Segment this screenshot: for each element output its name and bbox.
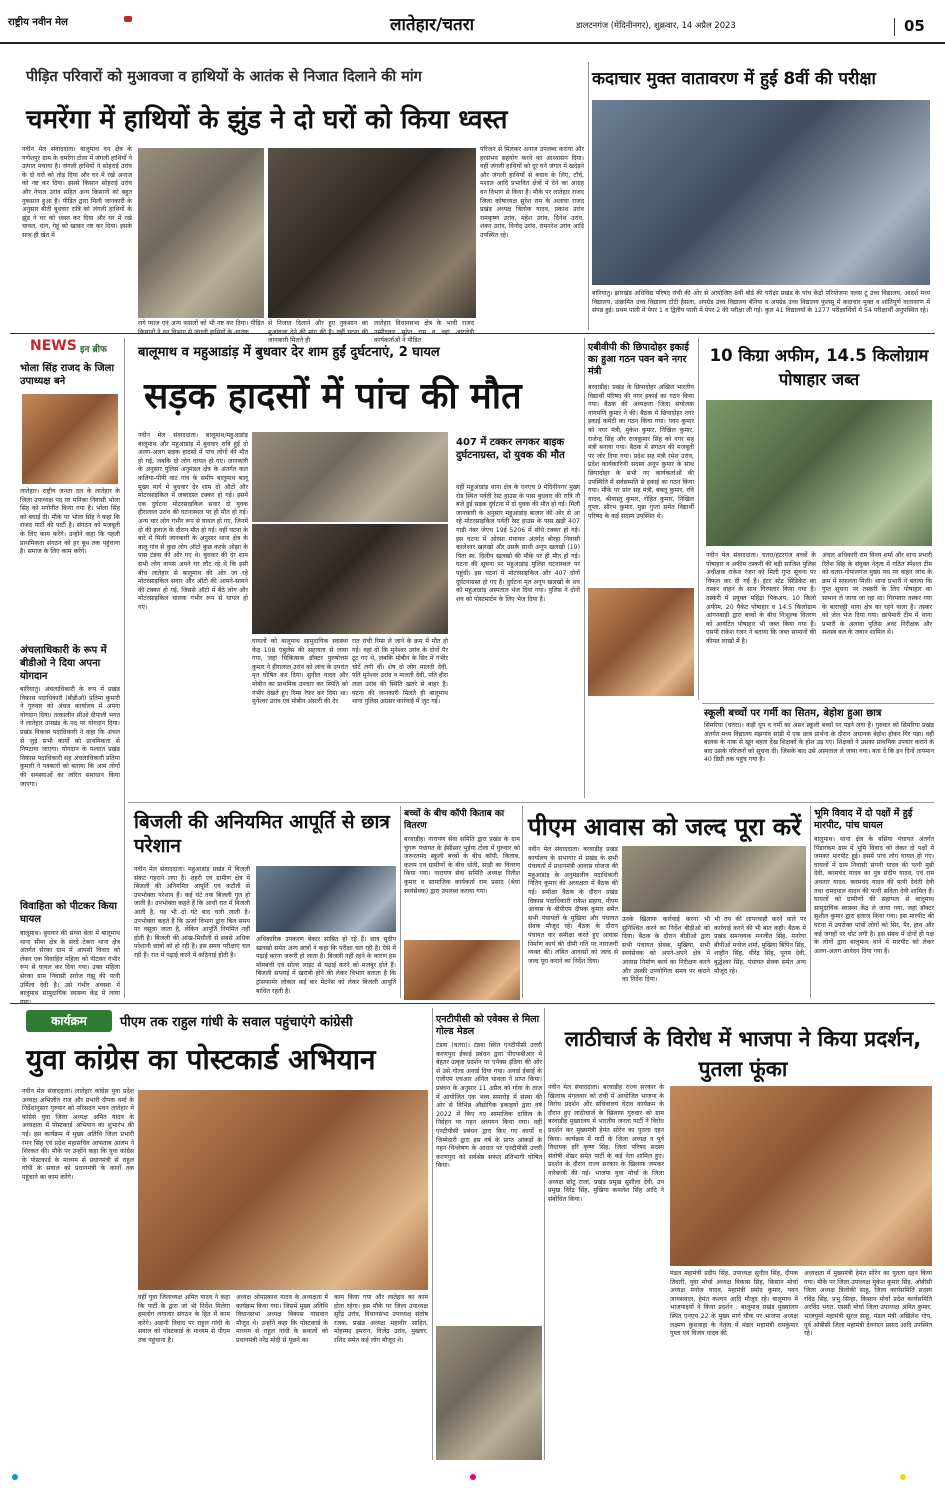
story-body: टंडवा (चतरा)। टंडवा स्थित एनटीपीसी उत्तरी करणपुरा ईकाई प्रबंधन द्वारा पीएफबीआर में बेहतर उत्कृष्ट प्रदर्शन पर एपेक्स इंडिया की ओर से उसे गोल्ड अवार्ड दिया गया। अवार्ड ईकाई के एजीएम एचआर अनिल चावला ने प्राप्त किया। प्रबंधन के अनुसार 11 अप्रैल को गोवा के ताज में आयोजित एक भव्य समारोह में संस्था की ओर से विभिन्न औद्योगिक इकाइयों द्वारा वर्ष 2022 में किए गए सामाजिक दायित्व के निर्वहन पर गहन अध्ययन किया गया। वहीं एनटीपीसी प्रबंधन द्वारा किए गए कार्यों व जिम्मेदारी द्वारा इस वर्ष के प्राप्त आंकड़ों के गहन विश्लेषण के आधार पर एनटीपीसी उत्तरी करणपुरा को सर्वश्रेष्ठ सफल प्रतिभागी घोषित किया। <box>436 1042 542 1170</box>
dateline: डालटनगंज (मेदिनीनगर), शुक्रवार, 14 अप्रैल 2023 <box>576 20 736 30</box>
photo-meeting <box>622 846 806 912</box>
story-column: लातेहार विधानसभा क्षेत्र के भावी राजद कार्यकर्ताओं ने पीड़ित <box>374 320 474 345</box>
brief-headline: विवाहिता को पीटकर किया घायल <box>20 901 117 925</box>
section-title: लातेहार/चतरा <box>390 15 475 35</box>
story-headline: बिजली की अनियमित आपूर्ति से छात्र परेशान <box>134 811 390 857</box>
story-column: नवीन मेल संवाददाता। बालूमाथ/महुआडांड़ बालूमाथ और महुआडांड़ में बुधवार रात्रि हुई दो अलग-अलग सड़क हादसों में पांच लोगों की मौत हो गई, जबकि दो लोग घायल हो गए। जानकारी के अनुसार पुलिस अनुमंडल क्षेत्र के अंतर्गत कल कलिया-पीपी वाट गांव के समीप बालूमाथ बालू मुख्य मार्ग में बुधवार देर शाम दो ऑटो और मोटरसाइकिल में जबरदस्त टक्कर हो गई। इसमें एक दुर्घटना मोटरसाइकिल सवार दो युवक हीरालाल उरांव की घटनास्थल पर ही मौत हो गई। अन्य चार लोग गंभीर रूप से घायल हो गए, जिनमें दो की इलाज के दौरान मौत हो गई। वहीं घटना के बारे में मिली जानकारी के अनुसार थाना क्षेत्र के बालू गांव से कुछ लोग ऑटो कुछ करके ओझा के पास टंडवा की ओर गए थे। बुधवार की देर शाम सभी लोग वापस अपने घर लौट रहे थे कि इसी बीच लातेहार से बालूमाथ की ओर जा रहे मोटरसाइकिल सवार और ऑटो की आमने-सामने की टक्कर हो गई, जिससे ऑटो में बैठे लोग और मोटरसाइकिल चालक गंभीर रूप से घायल हो गए। <box>138 432 248 611</box>
story-headline: सड़क हादसों में पांच की मौत <box>144 376 522 417</box>
story-headline: बच्चों के बीच कॉपी किताब का वितरण <box>404 809 505 831</box>
story-ntpc <box>436 1008 542 1462</box>
story-body: बरवाडीह। प्रखंड के छिपादोहर अखिल भारतीय विद्यार्थी परिषद की नगर इकाई का गठन किया गया। बैठक की अध्यक्षता जिला संयोजक नागमणि कुमार ने की। बैठक में छिपादोहर नगर इकाई कमेटी का गठन किया गया। पवन कुमार को नगर मंत्री, मुकेश कुमार, निखिल कुमार, राजेन्द्र सिंह और राजकुमार सिंह को नगर सह मंत्री बनाया गया। बैठक में संगठन की मजबूती पर जोर दिया गया। प्रदेश सह मंत्री रमेश उरांव, प्रदेश कार्यकारिणी सदस्य अनूप कुमार के साथ छिपादोहर के सभी नए कार्यकर्ताओं की उपस्थिति में सर्वसम्मति से इकाई का गठन किया गया। मौके पर प्रांत सह मंत्री, बबलू कुमार, रवि यादव, श्रीवास्तु कुमार, रोहित कुमार, निखिल गुप्ता, सौरभ कुमार, मुन्ना गुप्ता समेत विद्यार्थी परिषद के कई सदस्य उपस्थित थे। <box>588 384 694 520</box>
story-body: सिमरिया (चतरा)। कड़ी धूप व गर्मी का असर स्कूली बच्चों पर पड़ने लगा है। गुरुवार को सिमरिया प्रखंड अंतर्गत मध्य विद्यालय मंझगांव सांडी में एक छात्र प्रार्थना के दौरान अचानक बेहोश होकर गिर पड़ा। वहीं बालक के नाक से खून बहता देख शिक्षकों के होश उड़ गए। शिक्षकों ने उसका प्राथमिक उपचार कराने के बाद उसके परिजनों को सूचना दी। जिसके बाद उसे अस्पताल ले जाया गया। बता दें कि इन दिनों तापमान 40 डिग्री तक पहुंच गया है। <box>704 722 934 764</box>
story-accident <box>128 338 580 800</box>
story-body: बरवाडीह। नारायण सेवा समिति द्वारा प्रखंड के ग्राम चुंगरू पंचायत के ईसीसार भुईया टोला में गुरुवार को जरूरतमंद स्कूली बच्चों के बीच कॉपी, किताब, कलम एवं ग्रामीणों के बीच धोती, साड़ी का वितरण किया गया। नारायण सेवा समिति अध्यक्ष नितीश कुमार व सामाजिक कार्यकर्ता राम प्रसाद (श्रेया स्वयंसेवक) द्वारा उपलब्ध कराया गया। <box>404 836 520 895</box>
story-headline: युवा कांग्रेस का पोस्टकार्ड अभियान <box>26 1043 376 1076</box>
story-column: अधिकारिक उपकरण बेकार साबित हो रहे हैं। छात्र सुदीप खलखो समेत अन्य छात्रों ने कहा कि परीक्षा चल रही है। ऐसे में पढ़ाई करना जरूरी हो जाता है। बिजली नहीं रहने के कारण हम मोमबत्ती एवं सोलर लाइट से पढ़ाई करने को मजबूर होते हैं। बिजली सप्लाई में खराबी होने की लेकर विभाग बताता है कि ट्रांसफार्मर लोकल कई बार मेंटनेंस को लेकर बिजली आपूर्ति बाधित रहती है। <box>256 936 396 995</box>
story-land <box>814 806 934 1000</box>
brief-body: लातेहार। राष्ट्रीय जनता दल के लातेहार के जिला उपाध्यक्ष पद पर मनिका निवासी भोला सिंह को मनोनीत किया गया है। भोला सिंह को बधाई दी। मौके पर भोला सिंह ने कहा कि राजद पार्टी की पार्टी है। संगठन को मजबूती के लिए काम करेंगे। उन्होंने कहा कि पहली प्राथमिकता संगठन को हर बूथ तक पहुंचाना है। समाज के लिए काम करेंगे। <box>20 488 120 556</box>
story-column: से निजात दिलाने और हुए नुकसान का जानकारी मिलते ही <box>268 320 368 345</box>
photo-youth-congress <box>138 1090 428 1290</box>
photo-seized-goods <box>706 400 932 546</box>
story-headline: 10 किग्रा अफीम, 14.5 किलोग्राम पोषाहार जब्त <box>709 346 929 389</box>
story-abvp <box>588 338 694 698</box>
side-headline: 407 में टक्कर लगकर बाइक दुर्घटनाग्रस्त, दो युवक की मौत <box>456 437 565 461</box>
news-brief <box>16 338 122 1000</box>
story-column: अध्यक्षता में मुख्यमंत्री हेमंत सोरेन का पुतला दहन किया गया। मौके पर जिला उपाध्यक्ष मुकेश कुमार सिंह, ओबीसी जिला अध्यक्ष त्रिलोकी साहू, जिला कार्यसमिति सदस्य रविंद्र सिंह, प्रभु सिन्हा, किसान मोर्चा प्रदेश कार्यसमिति अरविंद भगत, एससी मोर्चा जिला उपाध्यक्ष अमित कुमार, भाजयुमो महामंत्री सूरज साहू, मंडल मंत्री अखिलेश गोप, पूर्व ओबीसी जिला महामंत्री देवनंदन प्रसाद आदि उपस्थित रहे। <box>804 1270 932 1338</box>
brief-body: बालूमाथ। बुधवार की संध्या बेला में बालूमाथ थाना सीमा क्षेत्र के सरदे टेकरा थाना क्षेत्र अंतर्गत सेरका ग्राम में आपसी विवाद को लेकर एक विवाहित महिला को पीटकर गंभीर रूप से घायल कर दिया गया। उक्त महिला सेरका ग्राम निवासी सरोज गंझू की पत्नी उर्मिला देवी है। उसे गंभीर अवस्था में बालूमाथ सामुदायिक स्वास्थ्य केंद्र में लाया <box>20 930 120 998</box>
story-column: नवीन मेल संवाददाता। लातेहार कांग्रेस युवा प्रदेश अध्यक्ष अभिजीत राज और प्रभारी दीपक वर्मा के निर्देशानुसार गुरुवार को परिसदन भवन लातेहार में कांग्रेस युवा जिला अध्यक्ष अमित यादव के अध्यक्षता में पोस्टकार्ड अभियान का शुभारंभ की गई। इस कार्यक्रम में मुख्य अतिथि जिला प्रभारी रमन सिंह एवं प्रदेश महासचिव आफताब आलम ने शिरकत की। मौके पर उन्होंने कहा कि युवा कांग्रेस के पोस्टकार्ड के माध्यम से प्रधानमंत्री से राहुल गांधी के सवाल को प्रधानमंत्री के कानों तक पहुंचाने का काम करेंगे। <box>22 1088 134 1181</box>
story-kicker: बालूमाथ व महुआडांड़ में बुधवार देर शाम हुईं दुर्घटनाएं, 2 घायल <box>138 345 440 360</box>
photo-villager <box>138 148 264 318</box>
story-congress <box>16 1008 430 1462</box>
registration-bar <box>0 1472 945 1482</box>
story-column: नवीन मेल संवाददाता। महुआडांड़ प्रखंड में बिजली संकट गहराने लगा है। शहरी एवं ग्रामीण क्षेत्र में बिजली की अनियमित आपूर्ति एवं कटौती से उपभोक्ता परेशान हैं। कई घंटे तक बिजली गुल हो जाती है। उपभोक्ता कहते हैं कि आधी रात में बिजली आती है, यह भी दो घंटे बाद चली जाती है। उपभोक्ता कहते हैं कि ऊर्जा विभाग द्वारा बिल समय पर वसूला जाता है, लेकिन आपूर्ति नियमित नहीं होती है। बिजली की आंख-मिचौली से सबसे अधिक परेशानी छात्रों को हो रही है। इस समय परीक्षाएं चल रही हैं। रात में पढ़ाई करने में कठिनाई होती है। <box>134 866 250 959</box>
story-headline: पीएम आवास को जल्द पूरा करें <box>528 813 802 841</box>
story-headline: लाठीचार्ज के विरोध में भाजपा ने किया प्रदर्शन, पुतला फूंका <box>564 1027 922 1081</box>
story-column: वहीं महुआडांड़ थाना क्षेत्र के एनएच 9 मेदिनीनगर मुख्य रोड स्थित पर्वती रेस्ट हाउस के पास बुधवार की रात्रि नौ बजे हुई सड़क दुर्घटना में दो युवक की मौत हो गई। मिली जानकारी के अनुसार महुआडांड़ बाजार की ओर से आ रहे मोटरसाइकिल पर्वती रेस्ट हाउस के पास खड़ी 407 गाड़ी नंबर जेएच 19ई 5206 में सीधे टक्कर हो गई। इस घटना में ओरसा पंचायत अंतर्गत बोरहा निवासी कालेश्वर खलखो और उसके साथी अनूप खलखो (19) पिता स्व. दिलीप खलखो की मौके पर ही मौत हो गई। घटना की सूचना पर महुआडांड़ पुलिस घटनास्थल पर पहुंची। इस घटना में मोटरसाइकिल और 407 दोनों दुर्घटनाग्रस्त हो गए हैं। दुर्घटना मृत अनूप खलखो के शव को महुआडांड़ अस्पताल भेज दिया गया। पुलिस ने दोनों शव को पोस्टमार्टम के लिए भेज दिया है। <box>456 484 580 603</box>
photo-bjp-protest <box>670 1086 932 1266</box>
story-exam <box>592 60 932 330</box>
photo-damaged-house <box>268 148 476 318</box>
story-column: भी तय की लापरवाही करने वाले पर कार्रवाई करने की भी बात कही। बैठक में प्रखंड समन्वयक मनजीत सिंह, मनरेगा बीपीओ मनोज शर्मा, मुखिया बिपिन सिंह, शाहीन सिंह, वीरेंद्र सिंह, पूनम देवी, बुद्धेश्वर सिंह, पंचायत सेवक समेत अन्य मौजूद रहे। <box>714 916 806 975</box>
photo-bhola-singh <box>22 394 118 484</box>
story-pm-awas <box>526 806 808 1000</box>
page-number: 05 <box>904 17 925 35</box>
story-column: नवीन मेल संवाददाता। चतरा/हंटरगंज बच्चों के पोषाहार व अफीम तस्करी की बड़ी साजिश पुलिस अधीक्षक राकेश रंजन को मिली गुप्त सूचना पर विफल कर दी गई है। इंटर स्टेट सिंडिकेट का तस्कर वाहन के साथ गिरफ्तार किया गया है। तस्करी में प्रयुक्त महिंद्रा पिकअप, 10 किलो अफीम, 20 पैकेट पोषाहार व 14.5 किलोग्राम आंगनबाड़ी द्वारा बच्चों के बीच निःशुल्क वितरण को आवंटित पोषाहार भी जब्त किया गया है। एसपी राकेश रंजन ने बताया कि जब्त सामानों की कीमत लाखों में है। <box>706 552 816 645</box>
photo-exam-hall <box>592 100 930 285</box>
story-headline: एबीवीपी की छिपादोहर इकाई का हुआ गठन पवन बने नगर मंत्री <box>588 342 689 377</box>
story-column: घायलों को बालूमाथ सामुदायिक स्वास्थ्य केंद्र 108 एंबुलेंस की सहायता से लाया गया, जहां चिकित्सक डॉक्टर पुरुषोत्तम कुमार ने हीरालाल उरांव को जांच के उपरांत मृत घोषित कर दिया। सुनील यादव और मोबीन का प्राथमिक उपचार कर स्थिति को गंभीर देखते हुए रिम्स रेफर कर दिया था। मुनेश्वर उरांव एवं मोबीन अंसारी की देर <box>252 638 348 706</box>
brief-headline: भोला सिंह राजद के जिला उपाध्यक्ष बने <box>20 363 115 387</box>
story-headline: स्कूली बच्चों पर गर्मी का सितम, बेहोश हुआ छात्र <box>704 708 882 719</box>
photo-power-station <box>256 866 396 932</box>
brief-body: बारियातु। अंचलाधिकारी के रूप में प्रखंड विकास पदाधिकारी (बीडीओ) प्रतिमा कुमारी ने गुरुवार को अंचल कार्यालय में अपना योगदान दिया। तत्कालीन सीओ दीपाली भगत ने लातेहार उपखंड के पद पर योगदान दिया। प्रखंड विकास पदाधिकारी ने कहा कि अंचल से जुड़े सभी कार्यों को प्राथमिकता से निपटाया जाएगा। योगदान के पश्चात प्रखंड विकास पदाधिकारी सह अंचलाधिकारी प्रतिमा कुमारी ने पत्रकारों को बताया कि आम लोगों की समस्याओं का त्वरित समाधान किया जाएगा। <box>20 686 120 788</box>
photo-book-distribution <box>404 940 520 1000</box>
story-electricity <box>128 806 398 1000</box>
story-column: अध्यक्ष ओमप्रकाश यादव के अध्यक्षता में कार्यक्रम किया गया। जिसमें मुख्य अतिथि विधानसभा अध्यक्ष विकास पासवान मौजूद थे। उन्होंने कहा कि पोस्टकार्ड के माध्यम से राहुल गांधी के सवालों को प्रधानमंत्री नरेंद्र मोदी से पूछने का <box>236 1294 328 1344</box>
photo-award <box>436 1326 542 1460</box>
story-kicker: पीड़ित परिवारों को मुआवजा व हाथियों के आतंक से निजात दिलाने की मांग <box>26 69 422 85</box>
story-body: बारियातु। झारखंड अधिविद्य परिषद रांची की ओर से आयोजित 8वीं बोर्ड की परीक्षा प्रखंड के पांच केंद्रों परियोजना फ्लस टू उच्च विद्यालय, आदर्श मध्य विद्यालय, उत्क्रमित उच्च विद्यालय टोंटी हैसला, अपग्रेड उच्च विद्यालय बेनिया व अपग्रेड उच्च विद्यालय फुलसू में कदाचार मुक्त व शांतिपूर्ण वातावरण में संपन्न हुई। प्रथम पाली में पेपर 1 व द्वितीय पाली में पेपर 2 की परीक्षा ली गई। कुल 41 विद्यालयों के 1277 परीक्षार्थियों में 54 परीक्षार्थी अनुपस्थित रहे। <box>592 290 930 315</box>
photo-abvp-members <box>588 588 694 696</box>
story-headline: चमरेंगा में हाथियों के झुंड ने दो घरों को किया ध्वस्त <box>26 105 508 135</box>
story-headline: एनटीपीसी को एवेक्स से मिला गोल्ड मेडल <box>436 1014 540 1037</box>
story-column: लगे प्याज एवं अन्य फसलों को भी नष्ट कर दिया। पीड़ित <box>138 320 264 327</box>
story-column: नवीन मेल संवाददाता। बालूमाथ वन क्षेत्र के गणेशपुर ग्राम के चमरेंगा टोला में जंगली हाथियों ने उत्पात मचाया है। जंगली हाथियों ने सोहराई उरांव के दो घरों को तोड़ दिया और घर में रखे अनाज को नष्ट कर दिया। इससे किसान सोहराई उरांव और नेपाल उरांव सहित अन्य किसानों को बहुत नुकसान हुआ है। पीड़ित द्वारा मिली जानकारी के अनुसार बीती बुधवार रात्रि को जंगली हाथियों के झुंड ने घर को ध्वस्त कर दिया और घर में रखे चावल, धान, गेहूं को खाकर नष्ट कर दिया। इसके साथ ही खेत में <box>22 146 132 239</box>
story-column: नवीन मेल संवाददाता। बरवाडीह प्रखंड कार्यालय के सभागार में प्रखंड के सभी पंचायतों में प्रधानमंत्री आवास योजना की महुआडांड़ के अनुमंडलीय पदाधिकारी नितिन कुमार की अध्यक्षता में बैठक की गई। समीक्षा बैठक के दौरान प्रखंड विकास पदाधिकारी राकेश सहाय, पीएम आवास के बीपीएम दीपक कुमार समेत सभी पंचायतों के मुखिया और पंचायत सेवक मौजूद रहे। बैठक के दौरान पंचायत वार समीक्षा करते हुए आवास निर्माण कार्य की धीमी गति पर नाराजगी व्यक्त की। लंबित आवासों को जल्द से जल्द पूरा कराने का निर्देश दिया। <box>528 846 618 965</box>
story-column: उनके खिलाफ कार्रवाई करना भी सुनिश्चित करने का निर्देश बीडीओ को दिया। बैठक के दौरान बीडीओ द्वारा सभी पंचायत सेवक, मुखिया, सभी स्वयंसेवक को अपने-अपने क्षेत्र में आवास निर्माण कार्य का निरीक्षण करने और उसकी उपयोगिता समय पर कराने का निर्देश दिया। <box>622 916 710 984</box>
masthead <box>0 0 945 50</box>
story-elephants <box>16 60 586 345</box>
story-headline: कदाचार मुक्त वातावरण में हुई 8वीं की परीक्षा <box>592 69 876 89</box>
story-column: अंचल अधिकारी राम विनय शर्मा और थाना प्रभारी रितेश सिंह के संयुक्त नेतृत्व में गठित स्पेशल टीम को चतरा-गोपालगंज मुख्य पथ पर वाहन जांच के क्रम में सफलता मिली। थाना प्रभारी ने बताया कि गुप्त सूचना पर तस्करी के लिए पोषाहार का सामान ले जाया जा रहा था। गिरफ्तार तस्कर गया के बाराचट्टी थाना क्षेत्र का रहने वाला है। तस्कर को जेल भेज दिया गया। छापेमारी टीम में थाना प्रभारी के अलावा पुलिस अवर निरीक्षक और सशस्त्र बल के जवान शामिल थे। <box>822 552 932 637</box>
logo: राष्ट्रीय नवीन मेल <box>8 17 68 28</box>
story-column: मंडल महामंत्री प्रदीप सिंह, उपाध्यक्ष सुनील सिंह, दीपक तिवारी, युवा मोर्चा अध्यक्ष विकास सिंह, किसान मोर्चा अध्यक्ष मनोज यादव, महामंत्री प्रमोद कुमार, पवन जायसवाल, हेमंत कश्यप आदि मौजूद रहे। बालूमाथ में भाजपाइयों ने किया प्रदर्शन : बालूमाथ प्रखंड मुख्यालय स्थित एनएच 22 के मुख्य मार्ग चौक पर भाजपा अध्यक्ष लक्ष्मण कुशवाहा के नेतृत्व में मंडल महामंत्री रामकुमार गुप्ता एवं विजय यादव की <box>670 1270 798 1338</box>
story-column: काम किया गया और लातेहार का काम होता रहेगा। इस मौके पर जिला उपाध्यक्ष सुरेंद्र उरांव, विधानसभा उपाध्यक्ष संतोष रजक, प्रखंड अध्यक्ष महावीर साहित, मोहम्मद इमरान, विजेंद्र उरांव, मुख्तार, रशिद समेत कई लोग मौजूद थे। <box>334 1294 428 1344</box>
story-headline: भूमि विवाद में दो पक्षों में हुई मारपीट, पांच घायल <box>814 808 913 831</box>
logo-mark-icon <box>124 16 132 22</box>
photo-accident-scene <box>252 524 448 634</box>
story-column: परिजन से मिलकर अनाज उपलब्ध कराया और हरसंभव सहयोग करने का आश्वासन दिया। वहीं जंगली हाथियों को दूर घने जंगल में खदेड़ने और जंगली हाथियों से बचाव के लिए, टॉर्च, मशाल आदि प्रभावित क्षेत्रों में देने का आग्रह वन विभाग से किया है। मौके पर लातेहार राजद जिला कोषाध्यक्ष सुरेश राम के अलावा राजद प्रखंड अध्यक्ष त्रिलोक यादव, प्रकाश उरांव रामकृष्ण उरांव, महेश उरांव, दिनेश उरांव, शंकर उरांव, विनोद उरांव, रामनरेश उरांव आदि उपस्थित रहे। <box>480 146 584 239</box>
story-opium <box>702 338 934 700</box>
story-heat <box>702 706 934 800</box>
photo-hospital <box>252 432 448 522</box>
news-brief-label: NEWS <box>30 338 77 354</box>
story-body: बालूमाथ। थाना क्षेत्र के बसिया पंचायत अंतर्गत पिंडारकम ग्राम में भूमि विवाद को लेकर दो पक्षों में जमकर मारपीट हुई। इसमें पांच लोग घायल हो गए। घायलों में ग्राम निवासी संगनी यादव की पत्नी मुन्नी देवी, करमचंद यादव का पुत्र संदीप यादव, एवं राम अवतार यादव, करमचंद यादव की पत्नी देवंती देवी तथा रामदयाल यादव की पत्नी सविता देवी शामिल हैं। घायलों को ग्रामीणों की सहायता से बालूमाथ सामुदायिक स्वास्थ्य केंद्र ले जाया गया, जहां डॉक्टर सुशील कुमार द्वारा इलाज किया गया। इस मारपीट की घटना में उपरोक्त पांचों लोगों को सिर, पैर, हाथ और कई जगहों पर चोट लगी है। इस संबंध में दोनों ही पक्ष के लोगों द्वारा बालूमाथ थाने में मारपीट को लेकर अलग-अलग आवेदन दिया गया है। <box>814 836 934 955</box>
brief-headline: अंचलाधिकारी के रूप में बीडीओ ने दिया अपना योगदान <box>20 645 107 682</box>
story-column: रात रांची रिम्स ले जाने के क्रम में मौत हो गई। वहां दो कि मुनेश्वर उरांव के दोनों पैर टूट गए थे, जबकि मोबीन के सिर में गंभीर चोटें लगी थीं। शेष दो लोग मालती देवी, पति मुनेश्वर उरांव व मालती देवी, पति हीरा लाल उरांव की स्थिति खतरे से बाहर है। घटना की जानकारी मिलते ही बालूमाथ थाना पुलिस अग्रसर कार्रवाई में जुट गई। <box>352 638 448 706</box>
story-column: वहीं युवा जिलाध्यक्ष अमित यादव ने कहा कि पार्टी के द्वारा जो भी निर्देश मिलेगा हमलोग लगातार संगठन के हित में काम करेंगे। अडानी विवाद पर राहुल गांधी के सवाल को पोस्टकार्ड के माध्यम से पीएम तक पहुंचाना है। <box>138 1294 230 1344</box>
story-copy <box>404 806 520 1000</box>
story-kicker: पीएम तक राहुल गांधी के सवाल पहुंचाएंगे कांग्रेसी <box>120 1015 353 1030</box>
news-brief-sublabel: इन ब्रीफ <box>80 345 107 355</box>
section-label: कार्यक्रम <box>26 1010 112 1032</box>
story-bjp <box>548 1008 934 1462</box>
story-column: नवीन मेल संवाददाता। बरवाडीह राज्य सरकार के खिलाफ मंगलवार को रांची में आयोजित भाजपा के विरोध प्रदर्शन और सचिवालय घेराव कार्यक्रम के दौरान हुए लाठीचार्ज के खिलाफ गुरुवार को ग्राम बरवाडीह मुख्यालय में भारतीय जनता पार्टी ने विरोध प्रदर्शन कर मुख्यमंत्री हेमंत सोरेन का पुतला दहन किया। कार्यक्रम में पार्टी के जिला अध्यक्ष व पूर्व विधायक हरि कृष्ण सिंह, जिला परिषद सदस्य संतोषी शेखर समेत पार्टी के कई नेता शामिल हुए। प्रदर्शन के दौरान राज्य सरकार के खिलाफ जमकर नारेबाजी की गई। भाजपा युवा मोर्चा के जिला अध्यक्ष छोटू राजा, प्रखंड प्रमुख सुशीला देवी, उप प्रमुख विरेंद्र सिंह, मुखिया कमलेश सिंह आदि ने संबोधित किया। <box>548 1084 664 1203</box>
